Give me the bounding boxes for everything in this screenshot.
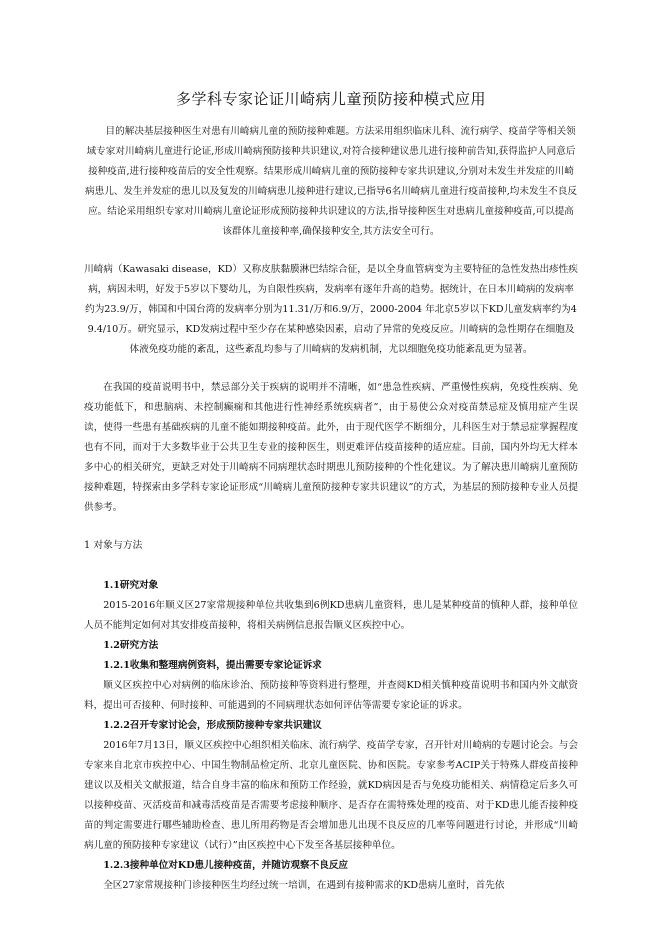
- spacer: [84, 556, 578, 576]
- intro-text-1: 川崎病（Kawasaki disease，KD）又称皮肤黏膜淋巴结综合征，是以全身血管病变为主要特征的急性发热出疹性疾病，病因未明，好发于5岁以下婴幼儿，为自限性疾病，发病率有逐年升高的趋势。据统计，在日本川崎病的发病率约为23.9/万，韩国和中国台湾的发病率分别为11.31/万和6.9/万，2000-2004 年北京5岁以下KD儿童发病率约为49.4/10万。研究显示，KD发病过程中至少存在某种感染因素，启动了异常的免疫反应。川崎病的急性期存在细胞及体液免疫功能的紊乱，这些紊乱均参与了川崎病的发病机制，尤以细胞免疫功能紊乱更为显著。: [84, 264, 578, 355]
- methods-section: [84, 536, 578, 896]
- section-heading-1-2-3: 1.2.3接种单位对KD患儿接种疫苗，并随访观察不良反应: [103, 860, 349, 871]
- section-heading-1-2-1: 1.2.1收集和整理病例资料，提出需要专家论证诉求: [103, 660, 322, 671]
- intro-paragraph-1: [84, 260, 578, 360]
- intro-text-2: 在我国的疫苗说明书中，禁忌部分关于疾病的说明并不清晰，如“患急性疾病、严重慢性疾病，免疫性疾病、免疫功能低下，和患脑病、未控制癫痫和其他进行性神经系统疾病者”，由于易使公众对疫苗禁忌症及慎用症产生误读，使得一些患有基础疾病的儿童不能如期接种疫苗。此外，由于现代医学不断细分，儿科医生对于禁忌症掌握程度也有不同，而对于大多数毕业于公共卫生专业的接种医生，则更难评估疫苗接种的适应症。目前，国内外均无大样本多中心的相关研究，更缺乏对处于川崎病不同病理状态时期患儿预防接种的个性化建议。为了解决患川崎病儿童预防接种难题，特探索由多学科专家论证形成“川崎病儿童预防接种专家共识建议”的方式，为基层的预防接种专业人员提供参考。: [84, 382, 578, 513]
- paragraph-1-2-2: 2016年7月13日，顺义区疾控中心组织相关临床、流行病学、疫苗学专家，召开针对川崎病的专题讨论会。与会专家来自北京市疾控中心、中国生物制品检定所、北京儿童医院、协和医院。专家参考ACIP关于特殊人群疫苗接种建议以及相关文献报道，结合自身丰富的临床和预防工作经验，就KD病因是否与免疫功能相关、病情稳定后多久可以接种疫苗、灭活疫苗和减毒活疫苗是否需要考虑接种顺序、是否存在需特殊处理的疫苗、对于KD患儿能否接种疫苗的判定需要进行哪些辅助检查、患儿所用药物是否会增加患儿出现不良反应的几率等问题进行讨论，并形成“川崎病儿童的预防接种专家建议（试行）”由区疾控中心下发至各基层接种单位。: [84, 740, 578, 851]
- abstract: [84, 122, 578, 242]
- intro-paragraph-2: [84, 378, 578, 518]
- paragraph-1-1: 2015-2016年顺义区27家常规接种单位共收集到6例KD患病儿童资料，患儿是某种疫苗的慎种人群，接种单位人员不能判定如何对其安排疫苗接种，将相关病例信息报告顺义区疾控中心。: [84, 600, 578, 631]
- section-heading-1-2-2: 1.2.2召开专家讨论会，形成预防接种专家共识建议: [103, 720, 322, 731]
- section-heading-1-1: 1.1研究对象: [103, 580, 159, 591]
- abstract-text: 目的解决基层接种医生对患有川崎病儿童的预防接种难题。方法采用组织临床儿科、流行病学、疫苗学等相关领域专家对川崎病儿童进行论证,形成川崎病预防接种共识建议,对符合接种建议患儿进行接种前告知,获得监护人同意后接种疫苗,进行接种疫苗后的安全性观察。结果形成川崎病儿童的预防接种专家共识建议,分别对未发生并发症的川崎病患儿、发生并发症的患儿以及复发的川崎病患儿接种进行建议,已指导6名川崎病儿童进行疫苗接种,均未发生不良反应。结论采用组织专家对川崎病儿童论证形成预防接种共识建议的方法,指导接种医生对患病儿童接种疫苗,可以提高该群体儿童接种率,确保接种安全,其方法安全可行。: [85, 126, 577, 237]
- paragraph-1-2-3: 全区27家常规接种门诊接种医生均经过统一培训，在遇到有接种需求的KD患病儿童时，首先依: [103, 880, 505, 891]
- paper-title: 多学科专家论证川崎病儿童预防接种模式应用: [175, 90, 486, 108]
- section-heading-1: 1 对象与方法: [84, 540, 143, 551]
- paragraph-1-2-1: 顺义区疾控中心对病例的临床诊治、预防接种等资料进行整理，并查阅KD相关慎种疫苗说明书和国内外文献资料，提出可否接种、何时接种、可能遇到的不同病理状态如何评估等需要专家论证的诉求。: [84, 680, 578, 711]
- section-heading-1-2: 1.2研究方法: [103, 640, 159, 651]
